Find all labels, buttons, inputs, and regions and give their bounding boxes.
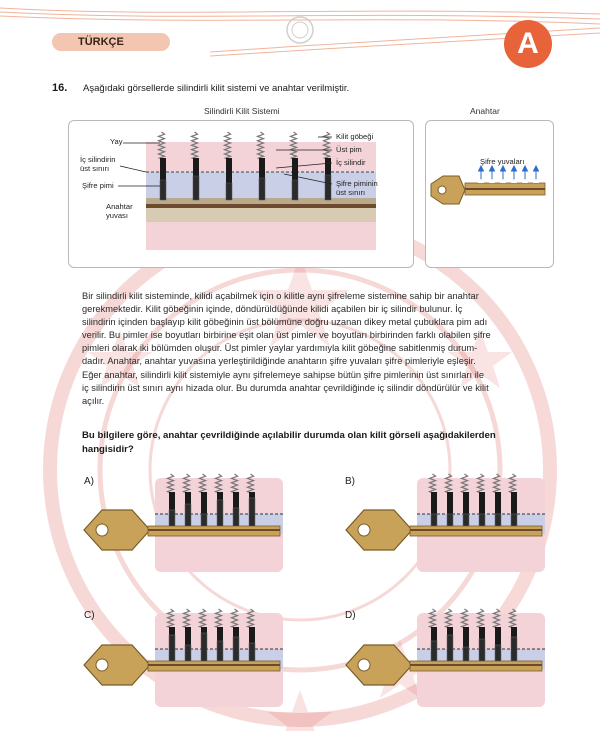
code-pin	[495, 514, 501, 526]
upper-pin	[201, 627, 207, 633]
key-head	[84, 645, 150, 685]
label-yay: Yay	[110, 137, 123, 146]
question-prompt	[82, 429, 552, 456]
key-hole	[96, 524, 108, 536]
option-d-image[interactable]	[342, 605, 552, 715]
arrow-head	[534, 166, 539, 171]
code-pin	[463, 647, 469, 661]
upper-pin	[479, 627, 485, 639]
upper-pin	[447, 492, 453, 514]
figure-right-title: Anahtar	[470, 106, 500, 116]
key-notch	[489, 179, 495, 183]
paragraph-line: Eğer anahtar, silindirli kilit sistemiyle aynı şifrelemeye sahipse bütün şifre pimlerinin üst sınırları ile	[82, 369, 484, 380]
code-pin	[169, 635, 175, 661]
upper-pin	[201, 492, 207, 514]
code-pin	[193, 176, 199, 200]
key-head	[346, 645, 412, 685]
arrow-head	[490, 166, 495, 171]
upper-pin	[217, 492, 223, 500]
upper-pin	[169, 492, 175, 510]
upper-pin	[495, 627, 501, 645]
code-pin	[233, 637, 239, 661]
key-groove	[148, 664, 280, 666]
option-d-label[interactable]: D)	[345, 610, 356, 621]
code-pin	[201, 514, 207, 526]
option-a-label[interactable]: A)	[84, 476, 94, 487]
option-b-image[interactable]	[342, 470, 552, 580]
paragraph-line: Bir silindirli kilit sisteminde, kilidi açabilmek için o kilitle aynı şifreleme sistemine sahip bir anahtar	[82, 291, 479, 301]
code-pin	[226, 183, 232, 200]
paragraph-line: pimleri olarak iki bölümden oluşur. Üst pimler yaylar yardımıyla kilit göbeğine sabitlenmiş durum-	[82, 343, 478, 354]
upper-pin	[233, 627, 239, 637]
upper-pin	[193, 158, 199, 176]
code-pin	[233, 508, 239, 526]
label-ust-pim: Üst pim	[336, 145, 362, 154]
code-pin	[447, 635, 453, 661]
upper-pin	[217, 627, 223, 641]
code-pin	[431, 514, 437, 526]
upper-pin	[325, 158, 331, 175]
upper-pin	[479, 492, 485, 514]
option-c-image[interactable]	[80, 605, 290, 715]
upper-pin	[447, 627, 453, 635]
code-pin	[249, 643, 255, 661]
key-notch	[522, 179, 528, 183]
code-pin	[511, 637, 517, 661]
key-diagram	[425, 120, 552, 266]
upper-pin	[249, 627, 255, 643]
prompt-line: Bu bilgilere göre, anahtar çevrildiğinde açılabilir durumda olan kilit görseli aşağıdakilerden	[82, 430, 496, 441]
code-pin	[249, 498, 255, 526]
upper-pin	[160, 158, 166, 180]
upper-pin	[463, 627, 469, 647]
key-hole	[358, 659, 370, 671]
upper-pin	[259, 158, 265, 178]
question-number: 16.	[52, 82, 68, 94]
code-pin	[495, 645, 501, 661]
label-ic-silindir-ust-2: üst sınırı	[80, 164, 110, 173]
option-b-label[interactable]: B)	[345, 476, 355, 487]
upper-pin	[511, 627, 517, 637]
code-pin	[201, 633, 207, 661]
upper-pin	[169, 627, 175, 635]
code-pin	[292, 180, 298, 200]
upper-pin	[495, 492, 501, 514]
prompt-line: hangisidir?	[82, 443, 134, 455]
key-hole	[96, 659, 108, 671]
upper-pin	[511, 492, 517, 514]
code-pin	[479, 639, 485, 661]
label-sifre-pim-ust-2: üst sınırı	[336, 188, 366, 197]
paragraph-line: silindirin içinden başlayıp kilit göbeğinin üst bölümüne doğru uzanan dikey metal çubuklara pim adı	[82, 317, 488, 328]
label-kilit-gobegi: Kilit göbeği	[336, 132, 374, 141]
explanation-paragraph	[82, 290, 560, 408]
key-notch	[533, 179, 539, 183]
booklet-letter: A	[504, 20, 552, 68]
arrow-head	[501, 166, 506, 171]
upper-pin	[185, 492, 191, 504]
code-pin	[217, 641, 223, 661]
meb-logo	[287, 17, 313, 43]
key-notch	[500, 179, 506, 183]
label-sifre-yuvalari: Şifre yuvaları	[480, 157, 525, 166]
key-groove	[410, 529, 542, 531]
code-pin	[479, 514, 485, 526]
option-a-image[interactable]	[80, 470, 290, 580]
code-pin	[169, 510, 175, 526]
figure-left-title: Silindirli Kilit Sistemi	[204, 106, 280, 116]
code-pin	[217, 500, 223, 526]
option-c-label[interactable]: C)	[84, 610, 95, 621]
code-pin	[160, 180, 166, 200]
label-anahtar-yuvasi-2: yuvası	[106, 211, 128, 220]
code-pin	[431, 641, 437, 661]
key-notch	[511, 179, 517, 183]
upper-pin	[226, 158, 232, 183]
label-ic-silindir-ust-1: İç silindirin	[80, 155, 116, 164]
code-pin	[185, 645, 191, 661]
label-ic-silindir: İç silindir	[336, 158, 366, 167]
paragraph-line: verilir. Bu pimler ise boyutları birbirine eşit olan üst pimler ve boyutları birbirinden farklı olabilen şifre	[82, 330, 491, 341]
arrow-head	[523, 166, 528, 171]
key-groove	[410, 664, 542, 666]
code-pin	[447, 514, 453, 526]
upper-pin	[431, 492, 437, 514]
code-pin	[511, 514, 517, 526]
question-intro: Aşağıdaki görsellerde silindirli kilit sistemi ve anahtar verilmiştir.	[83, 83, 350, 94]
label-anahtar-yuvasi-1: Anahtar	[106, 202, 133, 211]
key-head	[346, 510, 412, 550]
key-head	[84, 510, 150, 550]
key-groove	[148, 529, 280, 531]
key-hole	[358, 524, 370, 536]
subject-label: TÜRKÇE	[52, 33, 170, 51]
upper-pin	[233, 492, 239, 508]
paragraph-line: açılır.	[82, 395, 105, 406]
upper-pin	[292, 158, 298, 180]
label-sifre-pimi: Şifre pimi	[82, 181, 114, 190]
paragraph-line: iç silindirin üst sınırı aynı hizada olur. Bu durumda anahtar çevrildiğinde iç silindir döndürülür ve kilit	[82, 382, 489, 393]
key-notch	[478, 179, 484, 183]
arrow-head	[512, 166, 517, 171]
paragraph-line: dadır. Anahtar, anahtar yuvasına yerleştirildiğinde anahtarın şifre yuvaları şifre pimleriyle eşleşir.	[82, 356, 476, 367]
code-pin	[259, 178, 265, 200]
code-pin	[463, 514, 469, 526]
upper-pin	[185, 627, 191, 645]
code-pin	[325, 175, 331, 200]
upper-pin	[431, 627, 437, 641]
paragraph-line: gerekmektedir. Kilit göbeğinin içinde, döndürüldüğünde kilidi açabilen bir iç silindir bulunur. İç	[82, 304, 463, 315]
arrow-head	[479, 166, 484, 171]
code-pin	[185, 504, 191, 526]
upper-pin	[463, 492, 469, 514]
label-sifre-pim-ust-1: Şifre piminin	[336, 179, 378, 188]
upper-pin	[249, 492, 255, 498]
